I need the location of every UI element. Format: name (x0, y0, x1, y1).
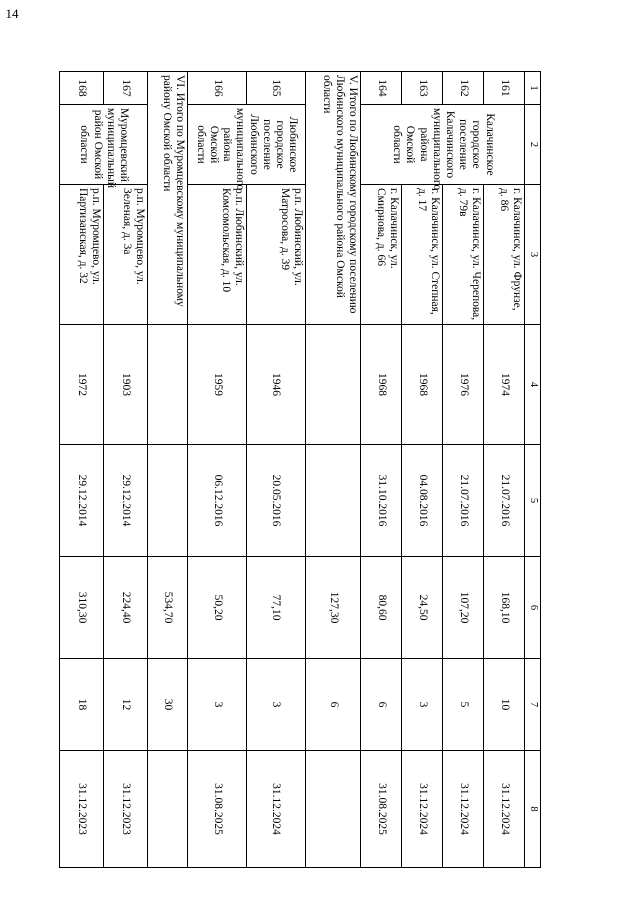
area-cell: 127,30 (305, 557, 361, 659)
year-cell: 1974 (484, 325, 525, 445)
area-cell: 24,50 (402, 557, 443, 659)
deadline-cell: 31.12.2023 (104, 751, 148, 868)
header-row (525, 72, 541, 868)
year-cell: 1976 (443, 325, 484, 445)
area-cell: 310,30 (60, 557, 104, 659)
people-cell: 3 (402, 659, 443, 751)
date-cell (305, 445, 361, 557)
row-number: 167 (104, 72, 148, 105)
row-number: 161 (484, 72, 525, 105)
municipality-cell: Калачинское городское поселение Калачинского муниципального района Омской области (361, 105, 525, 185)
year-cell: 1903 (104, 325, 148, 445)
year-cell: 1972 (60, 325, 104, 445)
header-cell: 2 (525, 105, 541, 185)
municipality-cell: Муромцевский муниципальный район Омской области (60, 105, 148, 185)
deadline-cell: 31.12.2024 (443, 751, 484, 868)
address-cell: р.п. Муромцево, ул. Зеленая, д. 3а (104, 185, 148, 325)
row-number: 164 (361, 72, 402, 105)
header-cell: 6 (525, 557, 541, 659)
date-cell: 29.12.2014 (60, 445, 104, 557)
table-row (361, 72, 402, 868)
header-cell: 8 (525, 751, 541, 868)
people-cell: 6 (361, 659, 402, 751)
address-cell: г. Калачинск, ул. Черепова, д. 79в (443, 185, 484, 325)
area-cell: 224,40 (104, 557, 148, 659)
row-number: 165 (246, 72, 305, 105)
date-cell: 31.10.2016 (361, 445, 402, 557)
area-cell: 168,10 (484, 557, 525, 659)
year-cell: 1946 (246, 325, 305, 445)
header-cell: 1 (525, 72, 541, 105)
address-cell: г. Калачинск, ул. Фрунзе, д. 86 (484, 185, 525, 325)
total-row (305, 72, 361, 868)
date-cell: 21.07.2016 (484, 445, 525, 557)
address-cell: р.п. Любинский, ул. Матросова, д. 39 (246, 185, 305, 325)
header-cell: 4 (525, 325, 541, 445)
table-row (443, 72, 484, 868)
area-cell: 50,20 (188, 557, 247, 659)
area-cell: 77,10 (246, 557, 305, 659)
municipality-cell: Любинское городское поселение Любинского муниципального района Омской области (188, 105, 306, 185)
deadline-cell: 31.12.2024 (246, 751, 305, 868)
date-cell: 29.12.2014 (104, 445, 148, 557)
deadline-cell: 31.12.2023 (60, 751, 104, 868)
total-row (148, 72, 188, 868)
year-cell (305, 325, 361, 445)
total-label: VI. Итого по Муромцевскому муниципальному району Омской области (148, 72, 188, 325)
header-cell: 3 (525, 185, 541, 325)
year-cell: 1959 (188, 325, 247, 445)
table-row (484, 72, 525, 868)
area-cell: 107,20 (443, 557, 484, 659)
rotated-table-container (59, 71, 541, 867)
people-cell: 3 (188, 659, 247, 751)
row-number: 162 (443, 72, 484, 105)
table-row (402, 72, 443, 868)
deadline-cell (148, 751, 188, 868)
deadline-cell: 31.12.2024 (402, 751, 443, 868)
total-label: V. Итого по Любинскому городскому поселению Любинского муниципального района Омской области (305, 72, 361, 325)
deadline-cell: 31.08.2025 (188, 751, 247, 868)
address-cell: г. Калачинск, ул. Степная, д. 17 (402, 185, 443, 325)
year-cell (148, 325, 188, 445)
date-cell (148, 445, 188, 557)
deadline-cell (305, 751, 361, 868)
people-cell: 30 (148, 659, 188, 751)
table-row (188, 72, 247, 868)
people-cell: 12 (104, 659, 148, 751)
date-cell: 04.08.2016 (402, 445, 443, 557)
address-cell: р.п. Любинский, ул. Комсомольская, д. 10 (188, 185, 247, 325)
deadline-cell: 31.12.2024 (484, 751, 525, 868)
table-row (60, 72, 104, 868)
date-cell: 06.12.2016 (188, 445, 247, 557)
date-cell: 20.05.2016 (246, 445, 305, 557)
date-cell: 21.07.2016 (443, 445, 484, 557)
people-cell: 3 (246, 659, 305, 751)
people-cell: 5 (443, 659, 484, 751)
people-cell: 18 (60, 659, 104, 751)
resettlement-table (59, 71, 541, 868)
page-number: 14 (5, 6, 19, 21)
deadline-cell: 31.08.2025 (361, 751, 402, 868)
table-row (246, 72, 305, 868)
people-cell: 10 (484, 659, 525, 751)
row-number: 168 (60, 72, 104, 105)
area-cell: 534,70 (148, 557, 188, 659)
year-cell: 1968 (361, 325, 402, 445)
area-cell: 80,60 (361, 557, 402, 659)
row-number: 163 (402, 72, 443, 105)
address-cell: р.п. Муромцево, ул. Партизанская, д. 32 (60, 185, 104, 325)
table-row (104, 72, 148, 868)
row-number: 166 (188, 72, 247, 105)
year-cell: 1968 (402, 325, 443, 445)
address-cell: г. Калачинск, ул. Смирнова, д. 66 (361, 185, 402, 325)
header-cell: 7 (525, 659, 541, 751)
people-cell: 6 (305, 659, 361, 751)
header-cell: 5 (525, 445, 541, 557)
